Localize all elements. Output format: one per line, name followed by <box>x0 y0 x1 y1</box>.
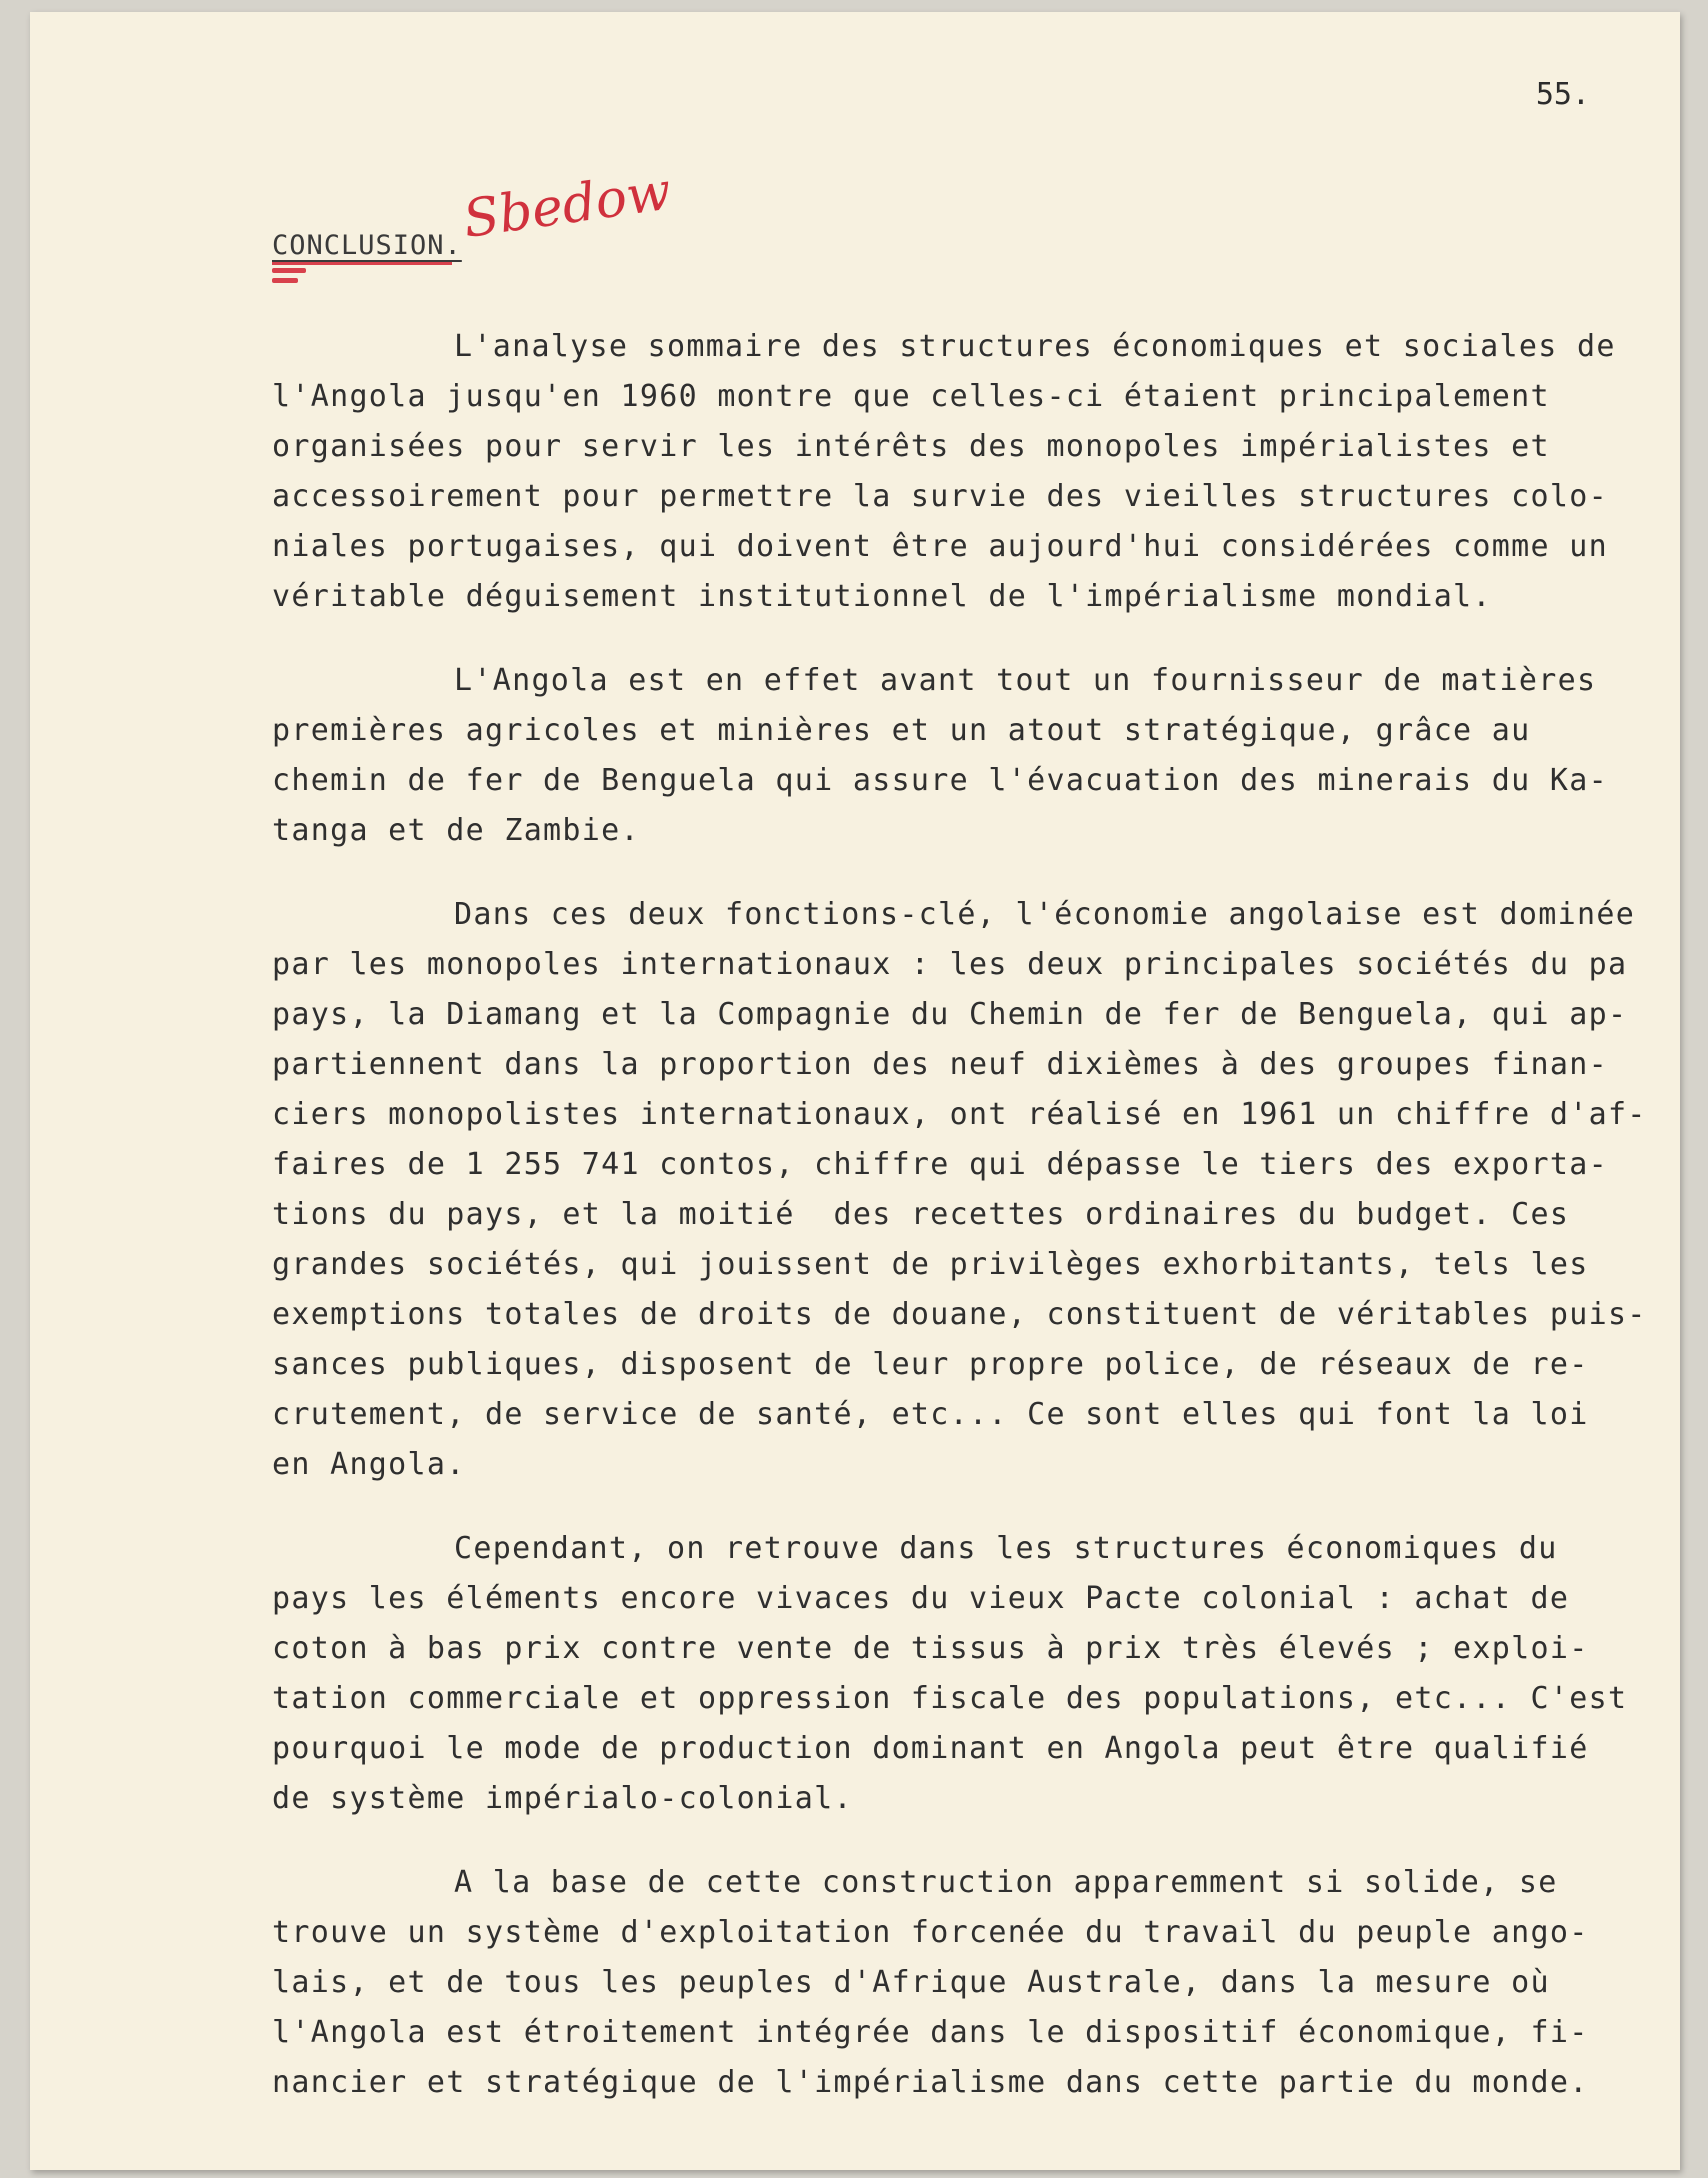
text-line: exemptions totales de droits de douane, constituent de véritables puis- <box>272 1297 1647 1332</box>
text-line: L'Angola est en effet avant tout un fournisseur de matières <box>454 663 1597 698</box>
paragraph <box>272 656 1672 856</box>
body-text <box>272 322 1672 2142</box>
text-line: Cependant, on retrouve dans les structures économiques du <box>454 1531 1558 1566</box>
red-double-underline-mark <box>272 268 306 288</box>
text-line: pays, la Diamang et la Compagnie du Chemin de fer de Benguela, qui ap- <box>272 997 1628 1032</box>
text-line: niales portugaises, qui doivent être aujourd'hui considérées comme un <box>272 529 1608 564</box>
text-line: organisées pour servir les intérêts des monopoles impérialistes et <box>272 429 1550 464</box>
red-underline <box>272 262 452 265</box>
text-line: Dans ces deux fonctions-clé, l'économie angolaise est dominée <box>454 897 1636 932</box>
text-line: lais, et de tous les peuples d'Afrique Australe, dans la mesure où <box>272 1965 1550 2000</box>
text-line: l'Angola est étroitement intégrée dans le dispositif économique, fi- <box>272 2015 1589 2050</box>
page-title: CONCLUSION. <box>272 230 462 261</box>
text-line: partiennent dans la proportion des neuf dixièmes à des groupes finan- <box>272 1047 1608 1082</box>
text-line: ciers monopolistes internationaux, ont réalisé en 1961 un chiffre d'af- <box>272 1097 1647 1132</box>
text-line: nancier et stratégique de l'impérialisme dans cette partie du monde. <box>272 2065 1589 2100</box>
text-line: accessoirement pour permettre la survie des vieilles structures colo- <box>272 479 1608 514</box>
paragraph <box>272 1524 1672 1824</box>
paragraph <box>272 322 1672 622</box>
text-line: trouve un système d'exploitation forcenée du travail du peuple ango- <box>272 1915 1589 1950</box>
document-page <box>30 12 1680 2170</box>
text-line: de système impérialo-colonial. <box>272 1781 853 1816</box>
text-line: coton à bas prix contre vente de tissus à prix très élevés ; exploi- <box>272 1631 1589 1666</box>
text-line: sances publiques, disposent de leur propre police, de réseaux de re- <box>272 1347 1589 1382</box>
text-line: par les monopoles internationaux : les deux principales sociétés du pa <box>272 947 1628 982</box>
text-line: tation commerciale et oppression fiscale des populations, etc... C'est <box>272 1681 1628 1716</box>
heading-block <box>272 161 677 290</box>
text-line: pourquoi le mode de production dominant en Angola peut être qualifié <box>272 1731 1589 1766</box>
handwritten-annotation: Sbedow <box>459 161 675 250</box>
text-line: tions du pays, et la moitié des recettes ordinaires du budget. Ces <box>272 1197 1570 1232</box>
text-line: pays les éléments encore vivaces du vieux Pacte colonial : achat de <box>272 1581 1570 1616</box>
text-line: véritable déguisement institutionnel de l'impérialisme mondial. <box>272 579 1492 614</box>
text-line: l'Angola jusqu'en 1960 montre que celles-ci étaient principalement <box>272 379 1550 414</box>
text-line: tanga et de Zambie. <box>272 813 640 848</box>
text-line: chemin de fer de Benguela qui assure l'évacuation des minerais du Ka- <box>272 763 1608 798</box>
paragraph <box>272 890 1672 1490</box>
text-line: en Angola. <box>272 1447 466 1482</box>
paragraph <box>272 1858 1672 2108</box>
text-line: premières agricoles et minières et un atout stratégique, grâce au <box>272 713 1531 748</box>
text-line: faires de 1 255 741 contos, chiffre qui dépasse le tiers des exporta- <box>272 1147 1608 1182</box>
text-line: L'analyse sommaire des structures économiques et sociales de <box>454 329 1616 364</box>
text-line: grandes sociétés, qui jouissent de privilèges exhorbitants, tels les <box>272 1247 1589 1282</box>
text-line: A la base de cette construction apparemment si solide, se <box>454 1865 1558 1900</box>
text-line: crutement, de service de santé, etc... Ce sont elles qui font la loi <box>272 1397 1589 1432</box>
page-number: 55. <box>1535 77 1590 112</box>
